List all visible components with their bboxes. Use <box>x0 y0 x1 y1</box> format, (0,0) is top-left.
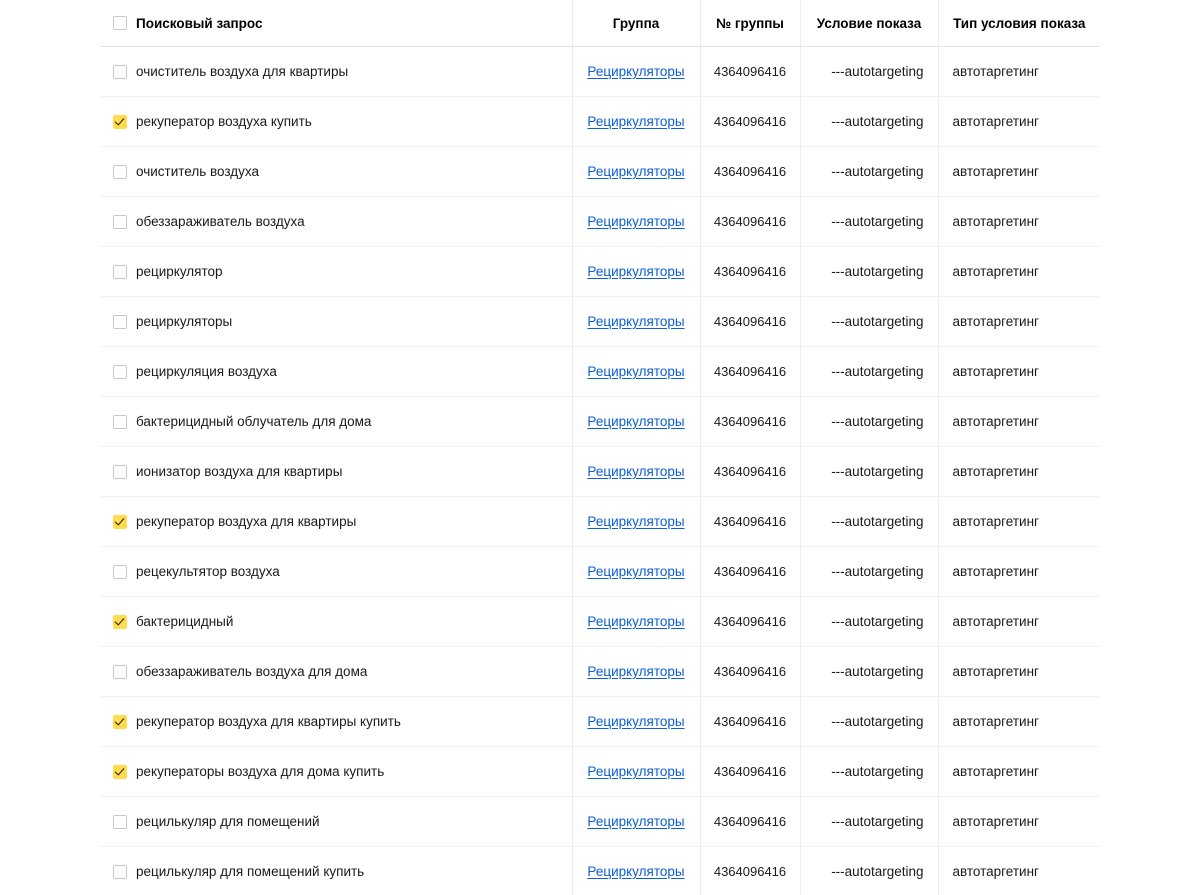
group-link[interactable]: Рециркуляторы <box>587 164 685 179</box>
row-checkbox[interactable] <box>113 665 127 679</box>
cell-query <box>100 297 572 347</box>
cell-condition-type: автотаргетинг <box>938 347 1100 397</box>
query-text: рекуператоры воздуха для дома купить <box>136 764 385 779</box>
cell-query <box>100 47 572 97</box>
cell-query <box>100 197 572 247</box>
row-checkbox[interactable] <box>113 565 127 579</box>
cell-condition-type: автотаргетинг <box>938 597 1100 647</box>
cell-condition-type: автотаргетинг <box>938 497 1100 547</box>
group-link[interactable]: Рециркуляторы <box>587 314 685 329</box>
cell-condition: ---autotargeting <box>800 647 938 697</box>
query-text: рециркуляция воздуха <box>136 364 277 379</box>
query-text: рецилькуляр для помещений купить <box>136 864 365 879</box>
group-link[interactable]: Рециркуляторы <box>587 814 685 829</box>
group-link[interactable]: Рециркуляторы <box>587 114 685 129</box>
table-row <box>100 347 1100 397</box>
table-row <box>100 697 1100 747</box>
cell-group-no: 4364096416 <box>700 747 800 797</box>
cell-query <box>100 797 572 847</box>
table-row <box>100 647 1100 697</box>
cell-group <box>572 547 700 597</box>
column-header-group <box>572 0 700 47</box>
row-checkbox[interactable] <box>113 465 127 479</box>
cell-group <box>572 397 700 447</box>
cell-query <box>100 847 572 895</box>
cell-condition-type: автотаргетинг <box>938 147 1100 197</box>
row-checkbox[interactable] <box>113 415 127 429</box>
table-row <box>100 447 1100 497</box>
column-header-group-no-label: № группы <box>716 15 784 31</box>
cell-condition-type: автотаргетинг <box>938 297 1100 347</box>
query-text: бактерицидный <box>136 614 234 629</box>
query-text: обеззараживатель воздуха <box>136 214 305 229</box>
group-link[interactable]: Рециркуляторы <box>587 714 685 729</box>
cell-condition-type: автотаргетинг <box>938 397 1100 447</box>
group-link[interactable]: Рециркуляторы <box>587 464 685 479</box>
cell-condition: ---autotargeting <box>800 97 938 147</box>
column-header-condition-type <box>938 0 1100 47</box>
group-link[interactable]: Рециркуляторы <box>587 514 685 529</box>
cell-group-no: 4364096416 <box>700 347 800 397</box>
cell-group-no: 4364096416 <box>700 797 800 847</box>
cell-query <box>100 597 572 647</box>
table-row <box>100 747 1100 797</box>
table-row <box>100 597 1100 647</box>
row-checkbox[interactable] <box>113 215 127 229</box>
cell-group <box>572 847 700 895</box>
cell-group <box>572 247 700 297</box>
cell-query <box>100 247 572 297</box>
search-queries-table-container <box>100 0 1100 895</box>
query-text: ионизатор воздуха для квартиры <box>136 464 343 479</box>
table-row <box>100 797 1100 847</box>
cell-condition: ---autotargeting <box>800 847 938 895</box>
table-row <box>100 847 1100 895</box>
cell-group-no: 4364096416 <box>700 247 800 297</box>
table-body <box>100 47 1100 895</box>
cell-query <box>100 547 572 597</box>
column-header-condition-label: Условие показа <box>816 15 922 31</box>
cell-group-no: 4364096416 <box>700 147 800 197</box>
query-text: рекуператор воздуха для квартиры <box>136 514 357 529</box>
table-row <box>100 247 1100 297</box>
query-text: бактерицидный облучатель для дома <box>136 414 372 429</box>
group-link[interactable]: Рециркуляторы <box>587 764 685 779</box>
cell-query <box>100 647 572 697</box>
cell-group-no: 4364096416 <box>700 297 800 347</box>
cell-query <box>100 147 572 197</box>
query-text: рециркуляторы <box>136 314 233 329</box>
group-link[interactable]: Рециркуляторы <box>587 64 685 79</box>
cell-condition-type: автотаргетинг <box>938 197 1100 247</box>
table-row <box>100 397 1100 447</box>
group-link[interactable]: Рециркуляторы <box>587 564 685 579</box>
cell-group <box>572 197 700 247</box>
cell-group-no: 4364096416 <box>700 47 800 97</box>
cell-query <box>100 347 572 397</box>
cell-condition: ---autotargeting <box>800 447 938 497</box>
cell-condition-type: автотаргетинг <box>938 447 1100 497</box>
cell-condition-type: автотаргетинг <box>938 697 1100 747</box>
cell-condition: ---autotargeting <box>800 47 938 97</box>
cell-query <box>100 397 572 447</box>
group-link[interactable]: Рециркуляторы <box>587 264 685 279</box>
row-checkbox[interactable] <box>113 265 127 279</box>
cell-group-no: 4364096416 <box>700 197 800 247</box>
cell-condition-type: автотаргетинг <box>938 747 1100 797</box>
row-checkbox[interactable] <box>113 115 127 129</box>
row-checkbox[interactable] <box>113 615 127 629</box>
row-checkbox[interactable] <box>113 65 127 79</box>
cell-group <box>572 497 700 547</box>
cell-group-no: 4364096416 <box>700 547 800 597</box>
cell-group-no: 4364096416 <box>700 597 800 647</box>
cell-condition-type: автотаргетинг <box>938 797 1100 847</box>
cell-query <box>100 447 572 497</box>
cell-condition: ---autotargeting <box>800 147 938 197</box>
query-text: очиститель воздуха <box>136 164 260 179</box>
table-header-row <box>100 0 1100 47</box>
column-header-condition <box>800 0 938 47</box>
table-row <box>100 547 1100 597</box>
cell-condition: ---autotargeting <box>800 247 938 297</box>
cell-condition: ---autotargeting <box>800 347 938 397</box>
table-row <box>100 47 1100 97</box>
table-row <box>100 297 1100 347</box>
table-row <box>100 197 1100 247</box>
query-text: рецекультятор воздуха <box>136 564 280 579</box>
cell-group <box>572 597 700 647</box>
cell-condition: ---autotargeting <box>800 597 938 647</box>
cell-condition-type: автотаргетинг <box>938 247 1100 297</box>
row-checkbox[interactable] <box>113 815 127 829</box>
cell-group-no: 4364096416 <box>700 847 800 895</box>
cell-condition: ---autotargeting <box>800 497 938 547</box>
cell-group <box>572 147 700 197</box>
row-checkbox[interactable] <box>113 165 127 179</box>
group-link[interactable]: Рециркуляторы <box>587 614 685 629</box>
search-queries-table <box>100 0 1100 895</box>
cell-group <box>572 697 700 747</box>
query-text: обеззараживатель воздуха для дома <box>136 664 368 679</box>
group-link[interactable]: Рециркуляторы <box>587 214 685 229</box>
table-header <box>100 0 1100 47</box>
cell-group <box>572 47 700 97</box>
cell-condition: ---autotargeting <box>800 197 938 247</box>
cell-query <box>100 97 572 147</box>
cell-group <box>572 297 700 347</box>
cell-query <box>100 747 572 797</box>
cell-group <box>572 447 700 497</box>
cell-query <box>100 697 572 747</box>
query-text: рециркулятор <box>136 264 223 279</box>
query-text: рекуператор воздуха купить <box>136 114 312 129</box>
column-header-condition-type-label: Тип условия показа <box>953 15 1086 31</box>
cell-condition: ---autotargeting <box>800 747 938 797</box>
column-header-group-label: Группа <box>612 15 660 31</box>
group-link[interactable]: Рециркуляторы <box>587 414 685 429</box>
cell-condition-type: автотаргетинг <box>938 47 1100 97</box>
cell-group-no: 4364096416 <box>700 447 800 497</box>
cell-condition-type: автотаргетинг <box>938 547 1100 597</box>
column-header-query-label: Поисковый запрос <box>136 15 263 31</box>
cell-condition: ---autotargeting <box>800 397 938 447</box>
cell-condition-type: автотаргетинг <box>938 847 1100 895</box>
row-checkbox[interactable] <box>113 765 127 779</box>
query-text: очиститель воздуха для квартиры <box>136 64 349 79</box>
query-text: рецилькуляр для помещений <box>136 814 320 829</box>
cell-condition: ---autotargeting <box>800 547 938 597</box>
cell-condition-type: автотаргетинг <box>938 97 1100 147</box>
cell-group <box>572 97 700 147</box>
cell-group <box>572 797 700 847</box>
cell-group-no: 4364096416 <box>700 697 800 747</box>
group-link[interactable]: Рециркуляторы <box>587 664 685 679</box>
cell-condition: ---autotargeting <box>800 697 938 747</box>
cell-group-no: 4364096416 <box>700 97 800 147</box>
table-row <box>100 497 1100 547</box>
cell-group-no: 4364096416 <box>700 497 800 547</box>
cell-condition-type: автотаргетинг <box>938 647 1100 697</box>
group-link[interactable]: Рециркуляторы <box>587 364 685 379</box>
table-row <box>100 97 1100 147</box>
cell-group-no: 4364096416 <box>700 647 800 697</box>
row-checkbox[interactable] <box>113 715 127 729</box>
column-header-query <box>100 0 572 47</box>
cell-group-no: 4364096416 <box>700 397 800 447</box>
row-checkbox[interactable] <box>113 315 127 329</box>
cell-group <box>572 747 700 797</box>
select-all-checkbox[interactable] <box>113 16 127 30</box>
table-row <box>100 147 1100 197</box>
cell-group <box>572 647 700 697</box>
cell-query <box>100 497 572 547</box>
row-checkbox[interactable] <box>113 865 127 879</box>
row-checkbox[interactable] <box>113 515 127 529</box>
cell-condition: ---autotargeting <box>800 297 938 347</box>
query-text: рекуператор воздуха для квартиры купить <box>136 714 401 729</box>
group-link[interactable]: Рециркуляторы <box>587 864 685 879</box>
column-header-group-no <box>700 0 800 47</box>
cell-group <box>572 347 700 397</box>
cell-condition: ---autotargeting <box>800 797 938 847</box>
row-checkbox[interactable] <box>113 365 127 379</box>
